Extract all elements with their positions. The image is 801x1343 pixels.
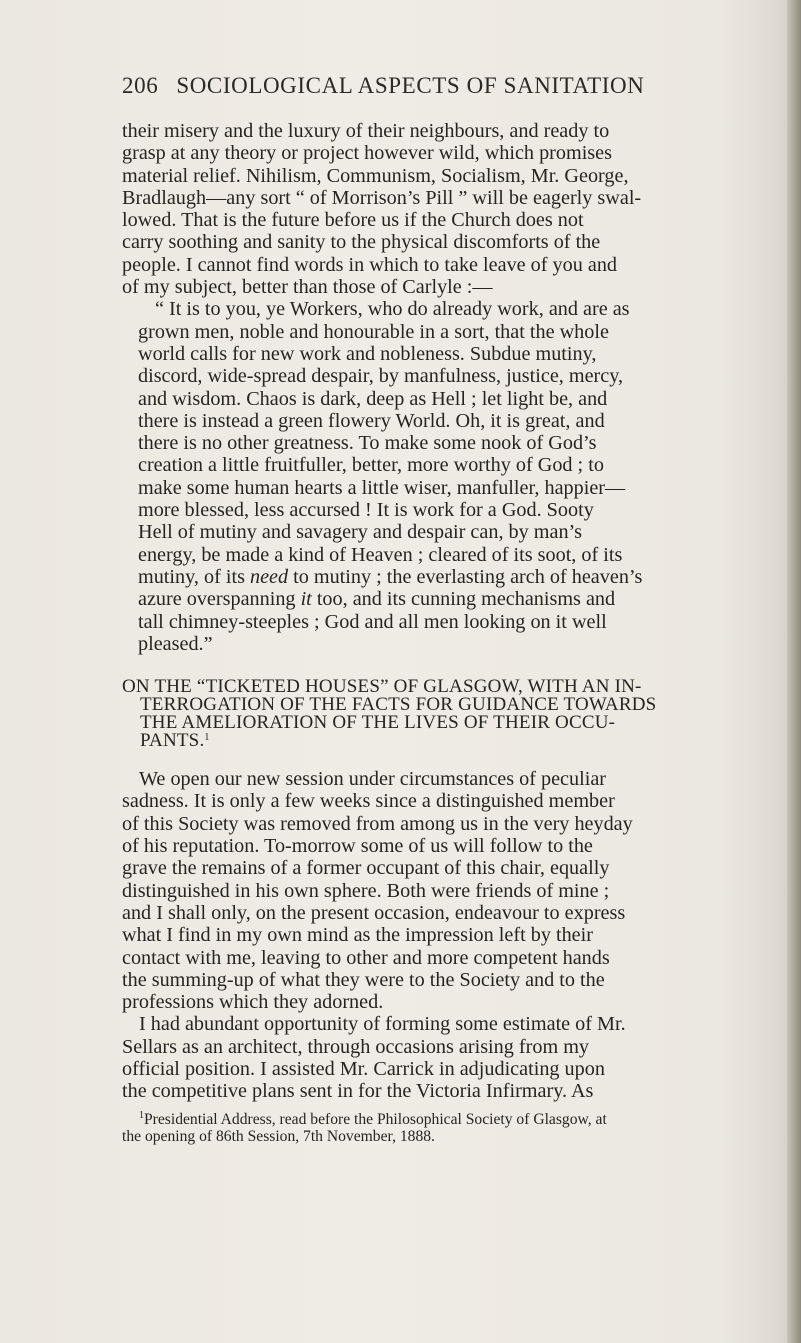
quotation-line xyxy=(138,588,772,610)
text-line: the competitive plans sent in for the Victoria Infirmary. As xyxy=(122,1080,594,1103)
text-line: sadness. It is only a few weeks since a distinguished member xyxy=(122,790,615,813)
text-line: of this Society was removed from among us in the very heyday xyxy=(122,812,633,835)
quotation-line: grown men, noble and honourable in a sort, that the whole xyxy=(138,320,609,343)
text-line: professions which they adorned. xyxy=(122,991,384,1014)
quotation-line: there is instead a green flowery World. Oh, it is great, and xyxy=(138,409,605,432)
quotation-line: energy, be made a kind of Heaven ; cleared of its soot, of its xyxy=(138,543,623,566)
text-line: what I find in my own mind as the impression left by their xyxy=(122,924,593,947)
quotation-line: there is no other greatness. To make some nook of God’s xyxy=(138,432,597,455)
quotation-line: discord, wide-spread despair, by manfulness, justice, mercy, xyxy=(138,365,624,388)
section-title xyxy=(122,678,772,750)
text-line: official position. I assisted Mr. Carrick in adjudicating upon xyxy=(122,1057,605,1080)
text-line: their misery and the luxury of their neighbours, and ready to xyxy=(122,120,610,142)
page-number: 206 xyxy=(122,73,159,98)
text-line: and I shall only, on the present occasion, endeavour to express xyxy=(122,901,626,924)
section-text xyxy=(122,768,772,1102)
text-line: grasp at any theory or project however wild, which promises xyxy=(122,142,612,165)
quotation-line: creation a little fruitfuller, better, more worthy of God ; to xyxy=(138,454,604,477)
running-title: SOCIOLOGICAL ASPECTS OF SANITATION xyxy=(176,73,645,98)
footnote-line xyxy=(122,1111,772,1129)
quotation-line: pleased.” xyxy=(138,632,213,655)
text-line: We open our new session under circumstances of peculiar xyxy=(139,768,607,791)
body-text xyxy=(122,120,772,1146)
text-line: material relief. Nihilism, Communism, Socialism, Mr. George, xyxy=(122,164,629,187)
carlyle-quotation xyxy=(138,298,772,655)
running-head xyxy=(122,73,742,99)
section-title-line: TERROGATION OF THE FACTS FOR GUIDANCE TOWARDS xyxy=(140,694,657,716)
text-line: people. I cannot find words in which to take leave of you and xyxy=(122,253,618,276)
footnote-marker: 1 xyxy=(204,732,210,744)
continued-paragraph xyxy=(122,120,772,298)
text-line: distinguished in his own sphere. Both were friends of mine ; xyxy=(122,879,610,902)
text-line: carry soothing and sanity to the physical discomforts of the xyxy=(122,231,601,254)
emphasis-word: it xyxy=(300,588,312,611)
section-title-fragment: PANTS. xyxy=(140,730,205,752)
section-title-line: THE AMELIORATION OF THE LIVES OF THEIR OCCU- xyxy=(140,712,616,734)
quotation-fragment: to mutiny ; the everlasting arch of heaven’s xyxy=(293,565,643,588)
footnote-fragment: Presidential Address, read before the Philosophical Society of Glasgow, at xyxy=(144,1110,607,1128)
quotation-fragment: azure overspanning xyxy=(138,588,296,611)
quotation-line: tall chimney-steeples ; God and all men looking on it well xyxy=(138,610,607,633)
section-title-line: ON THE “TICKETED HOUSES” OF GLASGOW, WITH AN IN- xyxy=(122,676,642,698)
quotation-fragment: mutiny, of its xyxy=(138,565,245,588)
text-line: grave the remains of a former occupant of this chair, equally xyxy=(122,857,610,880)
quotation-line: world calls for new work and nobleness. Subdue mutiny, xyxy=(138,342,597,365)
emphasis-word: need xyxy=(249,565,289,588)
text-line: of my subject, better than those of Carlyle :— xyxy=(122,276,493,299)
text-line: lowed. That is the future before us if the Church does not xyxy=(122,209,584,232)
footnote xyxy=(122,1111,772,1146)
page-binding-edge xyxy=(787,0,801,1343)
text-line: contact with me, leaving to other and more competent hands xyxy=(122,946,610,969)
quotation-line: “ It is to you, ye Workers, who do already work, and are as xyxy=(155,298,630,321)
footnote-number: 1 xyxy=(139,1109,144,1121)
quotation-fragment: too, and its cunning mechanisms and xyxy=(316,588,616,611)
section-title-line xyxy=(122,732,772,750)
text-line: Sellars as an architect, through occasions arising from my xyxy=(122,1035,589,1058)
text-line: of his reputation. To-morrow some of us will follow to the xyxy=(122,835,593,858)
quotation-line: make some human hearts a little wiser, manfuller, happier— xyxy=(138,476,626,499)
text-line: the summing-up of what they were to the Society and to the xyxy=(122,968,605,991)
quotation-line: and wisdom. Chaos is dark, deep as Hell ; let light be, and xyxy=(138,387,608,410)
quotation-line: more blessed, less accursed ! It is work for a God. Sooty xyxy=(138,499,594,522)
quotation-line: Hell of mutiny and savagery and despair can, by man’s xyxy=(138,521,582,544)
footnote-line: the opening of 86th Session, 7th November, 1888. xyxy=(122,1128,435,1146)
quotation-line xyxy=(138,566,772,588)
text-line: I had abundant opportunity of forming some estimate of Mr. xyxy=(139,1013,626,1036)
text-line: Bradlaugh—any sort “ of Morrison’s Pill ” will be eagerly swal- xyxy=(122,186,642,209)
